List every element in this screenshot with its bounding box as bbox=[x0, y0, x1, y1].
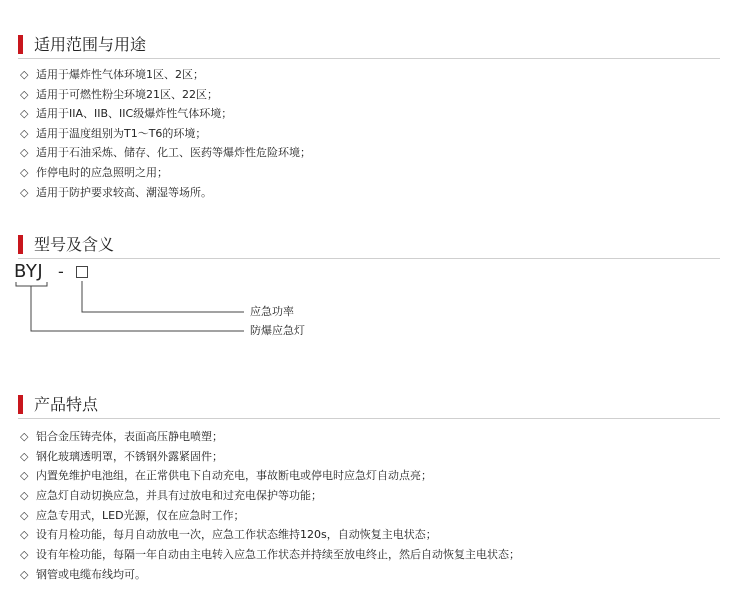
list-item-text: 应急专用式，LED光源，仅在应急时工作； bbox=[36, 508, 245, 522]
list-item bbox=[20, 525, 520, 545]
diamond-bullet-icon: ◇ bbox=[20, 430, 29, 443]
list-item-text: 适用于IIA、IIB、IIC级爆炸性气体环境； bbox=[36, 107, 233, 121]
power-leader-line bbox=[82, 281, 244, 312]
model-code: BYJ bbox=[14, 261, 44, 282]
list-item bbox=[20, 486, 520, 506]
list-item-text: 设有月检功能，每月自动放电一次，应急工作状态维持120s，自动恢复主电状态； bbox=[36, 528, 437, 542]
list-item-text: 作停电时的应急照明之用； bbox=[36, 165, 168, 179]
section-title: 型号及含义 bbox=[34, 235, 115, 254]
diamond-bullet-icon: ◇ bbox=[20, 68, 29, 81]
list-item-text: 设有年检功能，每隔一年自动由主电转入应急工作状态并持续至放电终止，然后自动恢复主电状态； bbox=[36, 548, 520, 562]
lamp-label: 防爆应急灯 bbox=[250, 324, 305, 337]
list-item-text: 应急灯自动切换应急，并具有过放电和过充电保护等功能； bbox=[36, 489, 322, 503]
diamond-bullet-icon: ◇ bbox=[20, 87, 29, 101]
list-item bbox=[20, 447, 520, 467]
list-item bbox=[20, 545, 520, 565]
diamond-bullet-icon: ◇ bbox=[20, 567, 29, 581]
list-item-text: 适用于石油采炼、储存、化工、医药等爆炸性危险环境； bbox=[36, 146, 311, 160]
accent-bar bbox=[18, 395, 23, 414]
list-item-text: 适用于防护要求较高、潮湿等场所。 bbox=[36, 185, 212, 199]
model-dash: - bbox=[58, 262, 64, 281]
diamond-bullet-icon: ◇ bbox=[20, 489, 29, 503]
diamond-bullet-icon: ◇ bbox=[20, 548, 29, 562]
list-item bbox=[20, 466, 520, 486]
list-item bbox=[20, 565, 520, 585]
list-item-text: 内置免维护电池组，在正常供电下自动充电，事故断电或停电时应急灯自动点亮； bbox=[36, 469, 432, 483]
features-list bbox=[20, 427, 520, 585]
diamond-bullet-icon: ◇ bbox=[20, 508, 29, 522]
list-item-text: 钢管或电缆布线均可。 bbox=[36, 567, 146, 581]
divider bbox=[18, 418, 720, 419]
diamond-bullet-icon: ◇ bbox=[20, 107, 29, 121]
list-item bbox=[20, 506, 520, 526]
list-item bbox=[20, 427, 520, 447]
list-item-text: 铝合金压铸壳体，表面高压静电喷塑； bbox=[36, 430, 223, 443]
list-item-text: 适用于温度组别为T1～T6的环境； bbox=[36, 126, 207, 140]
code-bracket bbox=[16, 282, 47, 286]
diamond-bullet-icon: ◇ bbox=[20, 165, 29, 179]
diamond-bullet-icon: ◇ bbox=[20, 126, 29, 140]
list-item-text: 适用于爆炸性气体环境1区、2区； bbox=[36, 68, 204, 81]
section-title: 产品特点 bbox=[34, 395, 99, 414]
section-title: 适用范围与用途 bbox=[34, 35, 147, 54]
section-header-features bbox=[18, 393, 720, 419]
diamond-bullet-icon: ◇ bbox=[20, 449, 29, 463]
diamond-bullet-icon: ◇ bbox=[20, 146, 29, 160]
diamond-bullet-icon: ◇ bbox=[20, 469, 29, 483]
power-label: 应急功率 bbox=[250, 305, 294, 318]
diamond-bullet-icon: ◇ bbox=[20, 528, 29, 542]
diamond-bullet-icon: ◇ bbox=[20, 185, 29, 199]
lamp-leader-line bbox=[31, 286, 244, 331]
list-item-text: 适用于可燃性粉尘环境21区、22区； bbox=[36, 87, 218, 101]
list-item-text: 钢化玻璃透明罩，不锈钢外露紧固件； bbox=[36, 449, 223, 463]
